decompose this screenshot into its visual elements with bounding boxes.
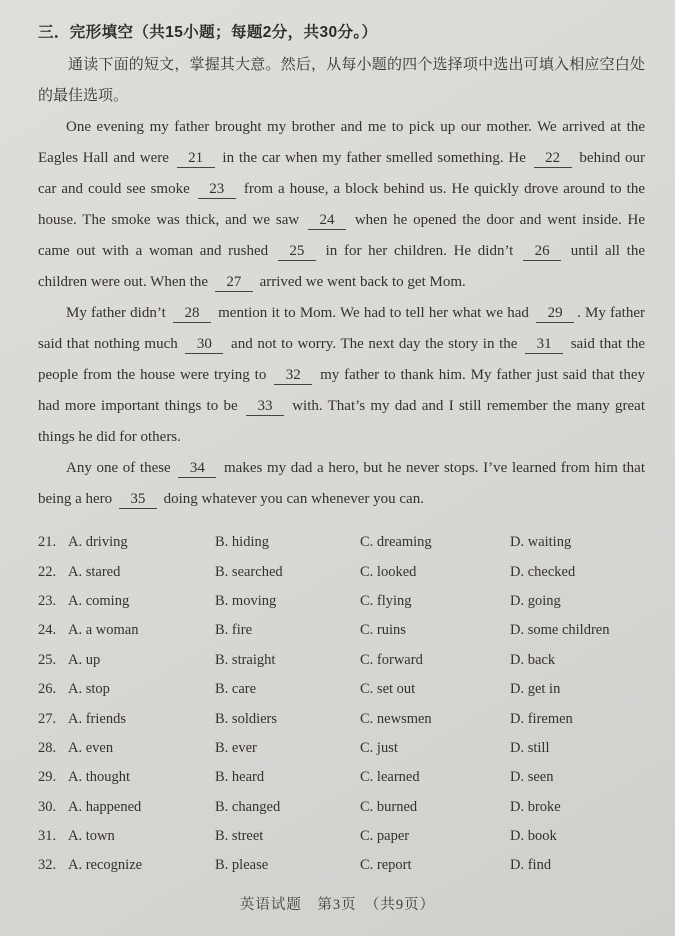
cloze-blank-30: 30 bbox=[185, 336, 223, 354]
page-footer: 英语试题 第3页 （共9页） bbox=[239, 897, 436, 913]
option-27-B: B. soldiers bbox=[215, 710, 278, 727]
option-22-A: A. stared bbox=[68, 563, 121, 580]
option-25-A: A. up bbox=[68, 651, 101, 668]
question-number: 30. bbox=[38, 798, 57, 815]
question-number: 23. bbox=[38, 592, 57, 609]
question-number: 22. bbox=[38, 563, 57, 580]
options-table bbox=[38, 528, 645, 881]
option-32-C: C. report bbox=[360, 857, 412, 874]
option-30-D: D. broke bbox=[510, 798, 561, 815]
cloze-blank-24: 24 bbox=[308, 212, 346, 230]
option-25-B: B. straight bbox=[215, 651, 276, 668]
option-row-29 bbox=[38, 763, 645, 792]
question-number: 28. bbox=[38, 739, 57, 756]
section-instructions: 通读下面的短文，掌握其大意。然后，从每小题的四个选择项中选出可填入相应空白处的最佳选项。 bbox=[38, 57, 645, 104]
option-32-D: D. find bbox=[510, 857, 552, 874]
option-row-24 bbox=[38, 616, 645, 645]
cloze-blank-35: 35 bbox=[119, 491, 157, 509]
option-24-D: D. some children bbox=[510, 622, 610, 639]
option-23-D: D. going bbox=[510, 592, 561, 609]
cloze-blank-21: 21 bbox=[177, 150, 215, 168]
option-26-B: B. care bbox=[215, 681, 257, 698]
cloze-blank-29: 29 bbox=[536, 305, 574, 323]
option-21-A: A. driving bbox=[68, 534, 128, 551]
option-23-C: C. flying bbox=[360, 592, 412, 609]
option-29-D: D. seen bbox=[510, 769, 554, 786]
option-30-B: B. changed bbox=[215, 798, 281, 815]
option-24-A: A. a woman bbox=[68, 622, 139, 639]
option-23-B: B. moving bbox=[215, 592, 277, 609]
cloze-blank-27: 27 bbox=[215, 274, 253, 292]
question-number: 32. bbox=[38, 857, 57, 874]
option-row-30 bbox=[38, 793, 645, 822]
option-23-A: A. coming bbox=[68, 592, 130, 609]
option-25-D: D. back bbox=[510, 651, 556, 668]
option-21-B: B. hiding bbox=[215, 534, 269, 551]
option-row-32 bbox=[38, 851, 645, 880]
question-number: 25. bbox=[38, 651, 57, 668]
passage-paragraph: My father didn’t 28 mention it to Mom. We had to tell her what we had 29 . My father said that nothing much 30 and not to worry. The next day the story in the 31 said that the people from the house were trying to 32 my father to thank him. My father just said that they had more important things to be 33 with. That’s my dad and I still remember the many great things he did for others. bbox=[38, 305, 645, 445]
option-25-C: C. forward bbox=[360, 651, 423, 668]
option-27-C: C. newsmen bbox=[360, 710, 432, 727]
question-number: 27. bbox=[38, 710, 57, 727]
option-21-C: C. dreaming bbox=[360, 534, 432, 551]
option-22-D: D. checked bbox=[510, 563, 576, 580]
option-28-C: C. just bbox=[360, 739, 398, 756]
section-title: 三．完形填空（共15小题；每题2分，共30分。） bbox=[38, 24, 378, 41]
cloze-blank-26: 26 bbox=[523, 243, 561, 261]
cloze-blank-23: 23 bbox=[198, 181, 236, 199]
cloze-blank-31: 31 bbox=[525, 336, 563, 354]
option-32-A: A. recognize bbox=[68, 857, 143, 874]
cloze-blank-22: 22 bbox=[534, 150, 572, 168]
cloze-blank-32: 32 bbox=[274, 367, 312, 385]
option-28-D: D. still bbox=[510, 739, 550, 756]
option-27-D: D. firemen bbox=[510, 710, 573, 727]
option-row-31 bbox=[38, 822, 645, 851]
cloze-blank-34: 34 bbox=[178, 460, 216, 478]
passage-paragraph: One evening my father brought my brother and me to pick up our mother. We arrived at the Eagles Hall and were 21 in the car when my father smelled something. He 22 behind our car and could see smoke 23 from a house, a block behind us. He quickly drove around to the house. The smoke was thick, and we saw 24 when he opened the door and went inside. He came out with a woman and rushed 25 in for her children. He didn’t 26 until all the children were out. When the 27 arrived we went back to get Mom. bbox=[38, 119, 646, 290]
option-row-22 bbox=[38, 557, 645, 586]
option-26-A: A. stop bbox=[68, 681, 110, 698]
question-number: 21. bbox=[38, 534, 57, 551]
option-24-C: C. ruins bbox=[360, 622, 406, 639]
question-number: 29. bbox=[38, 769, 57, 786]
option-29-B: B. heard bbox=[215, 769, 265, 786]
option-31-C: C. paper bbox=[360, 828, 410, 845]
option-row-25 bbox=[38, 646, 645, 675]
question-number: 31. bbox=[38, 828, 57, 845]
option-26-C: C. set out bbox=[360, 681, 416, 698]
option-30-C: C. burned bbox=[360, 798, 418, 815]
option-row-27 bbox=[38, 704, 645, 733]
option-22-B: B. searched bbox=[215, 563, 283, 580]
option-27-A: A. friends bbox=[68, 710, 126, 727]
option-row-26 bbox=[38, 675, 645, 704]
option-31-A: A. town bbox=[68, 828, 115, 845]
option-28-B: B. ever bbox=[215, 739, 257, 756]
question-number: 26. bbox=[38, 681, 57, 698]
option-32-B: B. please bbox=[215, 857, 269, 874]
option-31-B: B. street bbox=[215, 828, 264, 845]
option-28-A: A. even bbox=[68, 739, 114, 756]
cloze-blank-33: 33 bbox=[246, 398, 284, 416]
option-row-28 bbox=[38, 734, 645, 763]
option-31-D: D. book bbox=[510, 828, 557, 845]
option-row-21 bbox=[38, 528, 645, 557]
option-22-C: C. looked bbox=[360, 563, 417, 580]
option-30-A: A. happened bbox=[68, 798, 142, 815]
question-number: 24. bbox=[38, 622, 57, 639]
option-21-D: D. waiting bbox=[510, 534, 572, 551]
passage bbox=[38, 112, 645, 515]
option-row-23 bbox=[38, 587, 645, 616]
option-24-B: B. fire bbox=[215, 622, 253, 639]
option-26-D: D. get in bbox=[510, 681, 561, 698]
option-29-A: A. thought bbox=[68, 769, 131, 786]
cloze-blank-28: 28 bbox=[173, 305, 211, 323]
cloze-blank-25: 25 bbox=[278, 243, 316, 261]
option-29-C: C. learned bbox=[360, 769, 420, 786]
passage-paragraph: Any one of these 34 makes my dad a hero, but he never stops. I’ve learned from him that being a hero 35 doing whatever you can whenever you can. bbox=[38, 460, 645, 507]
